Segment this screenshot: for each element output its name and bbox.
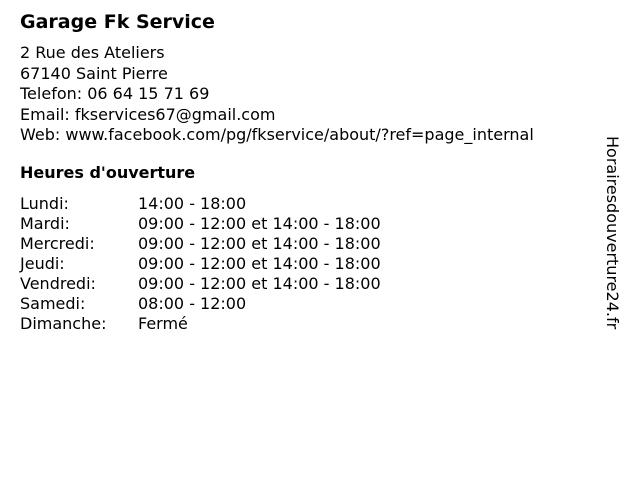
business-name: Garage Fk Service	[20, 11, 215, 33]
day-label: Mardi:	[20, 214, 70, 233]
time-value: 09:00 - 12:00 et 14:00 - 18:00	[138, 254, 381, 273]
time-value: 08:00 - 12:00	[138, 294, 247, 313]
hours-row-friday	[20, 274, 381, 294]
time-value: 14:00 - 18:00	[138, 194, 247, 213]
hours-row-thursday	[20, 254, 381, 274]
hours-row-sunday	[20, 314, 381, 334]
contact-block	[20, 43, 534, 146]
day-label: Jeudi:	[20, 254, 65, 273]
street-address: 2 Rue des Ateliers	[20, 43, 165, 62]
hours-heading: Heures d'ouverture	[20, 163, 196, 182]
phone-number: Telefon: 06 64 15 71 69	[20, 84, 210, 103]
time-value: Fermé	[138, 314, 188, 333]
hours-row-saturday	[20, 294, 381, 314]
hours-row-monday	[20, 194, 381, 214]
email-address: Email: fkservices67@gmail.com	[20, 104, 276, 124]
city-postal: 67140 Saint Pierre	[20, 63, 168, 83]
day-label: Dimanche:	[20, 314, 107, 333]
site-watermark: Horairesdouverture24.fr	[603, 136, 622, 330]
time-value: 09:00 - 12:00 et 14:00 - 18:00	[138, 274, 381, 293]
hours-row-tuesday	[20, 214, 381, 234]
day-label: Lundi:	[20, 194, 69, 213]
hours-row-wednesday	[20, 234, 381, 254]
time-value: 09:00 - 12:00 et 14:00 - 18:00	[138, 234, 381, 253]
hours-table	[20, 194, 381, 334]
website-url: Web: www.facebook.com/pg/fkservice/about/?ref=page_internal	[20, 125, 534, 144]
time-value: 09:00 - 12:00 et 14:00 - 18:00	[138, 214, 381, 233]
day-label: Mercredi:	[20, 234, 95, 253]
day-label: Vendredi:	[20, 274, 96, 293]
day-label: Samedi:	[20, 294, 86, 313]
